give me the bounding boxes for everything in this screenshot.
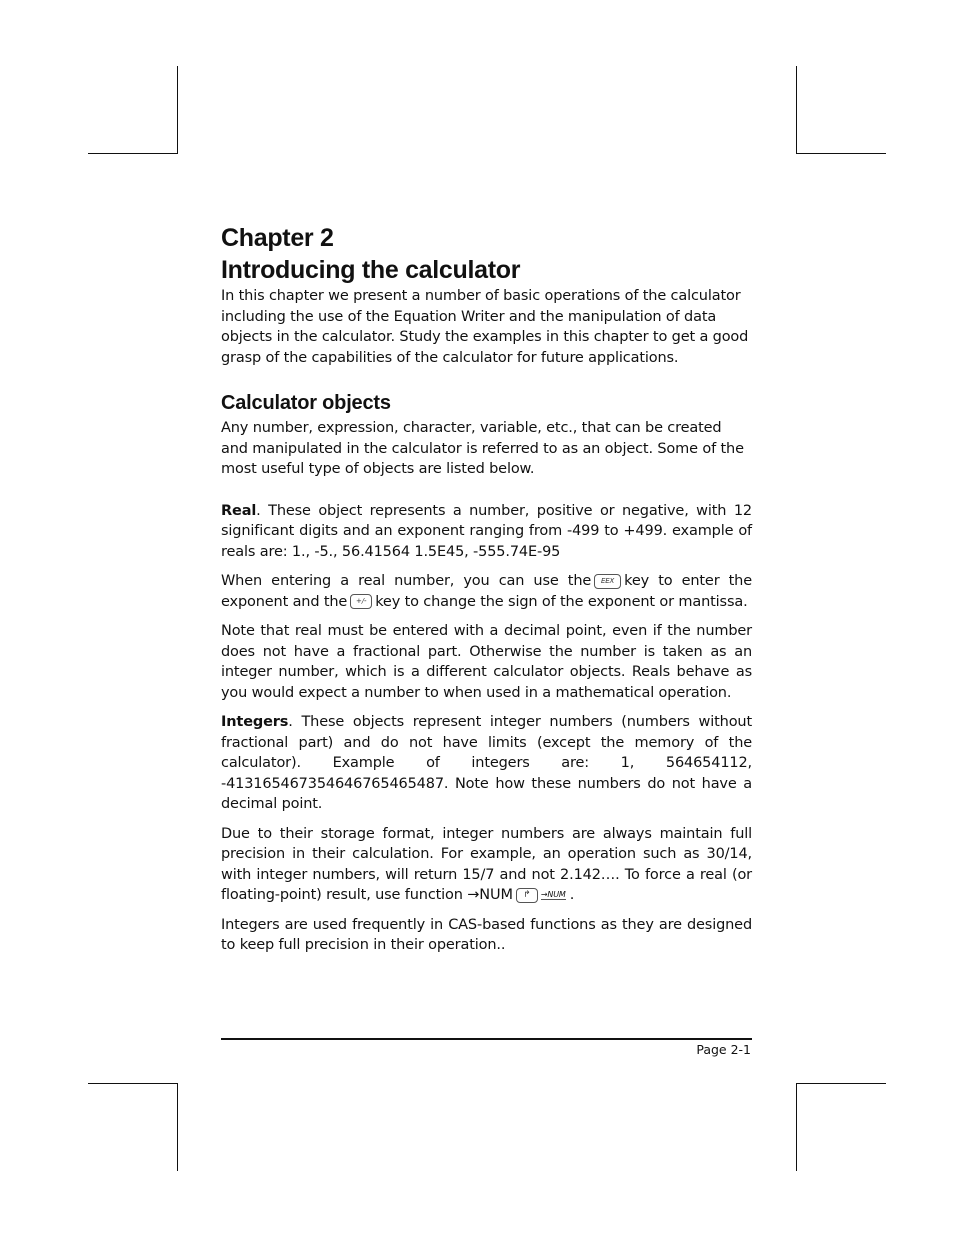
plus-minus-key-icon: +/- (350, 594, 372, 609)
crop-mark (88, 153, 178, 154)
crop-mark (177, 66, 178, 154)
real-definition (221, 501, 752, 563)
right-shift-key-icon: ↱ (516, 888, 538, 903)
integers-precision (221, 824, 752, 906)
real-entry (221, 571, 752, 612)
real-entry-part1: When entering a real number, you can use the (221, 573, 592, 589)
chapter-intro: In this chapter we present a number of basic operations of the calculator including the use of the Equation Writer and the manipulation of data objects in the calculator. Study the examples in this chapter to get a good grasp of the capabilities of the calculator for future applications. (221, 288, 749, 366)
crop-mark (796, 1083, 886, 1084)
integers-precision-end: . (569, 887, 575, 903)
real-term: Real (221, 502, 257, 519)
page-number: Page 2-1 (696, 1042, 751, 1057)
eex-key-icon: EEX (594, 574, 621, 589)
integers-definition (221, 712, 752, 815)
section-intro: Any number, expression, character, variable, etc., that can be created and manipulated in the calculator is referred to as an object. Some of the most useful type of objects are listed below. (221, 420, 744, 477)
num-function: →NUM (467, 887, 513, 903)
real-note: Note that real must be entered with a decimal point, even if the number does not have a fractional part. Otherwise the number is taken as an integer number, which is a different calculator objects. Reals behave as you would expect a number to when used in a mathematical operation. (221, 623, 752, 701)
integers-term: Integers (221, 714, 289, 730)
integers-cas: Integers are used frequently in CAS-based functions as they are designed to keep full precision in their operation.. (221, 916, 752, 953)
real-entry-part2: key to enter the exponent and the (221, 573, 752, 610)
chapter-heading (221, 222, 752, 286)
num-key-label-icon: →NUM (540, 890, 566, 899)
crop-mark (796, 153, 886, 154)
integers-precision-text: Due to their storage format, integer numbers are always maintain full precision in their calculation. For example, an operation such as 30/14, with integer numbers, will return 15/7 and not 2.142…. To force a real (or floating-point) result, use function (221, 825, 752, 903)
chapter-label: Chapter 2 (221, 224, 334, 252)
crop-mark (796, 66, 797, 154)
section-title: Calculator objects (221, 392, 391, 414)
crop-mark (88, 1083, 178, 1084)
integers-definition-text: . These objects represent integer numbers (numbers without fractional part) and do not have limits (except the memory of the calculator). Example of integers are: 1, 564654112, -413165467354646765465487. Note how these numbers do not have a decimal point. (221, 714, 752, 812)
real-definition-text: . These object represents a number, positive or negative, with 12 significant digits and an exponent ranging from -499 to +499. example of reals are: 1., -5., 56.41564 1.5E45, -555.74E-95 (221, 502, 752, 560)
chapter-title: Introducing the calculator (221, 256, 521, 284)
crop-mark (796, 1083, 797, 1171)
crop-mark (177, 1083, 178, 1171)
footer-rule (221, 1038, 752, 1040)
page-content (221, 222, 752, 965)
real-entry-part3: key to change the sign of the exponent or mantissa. (375, 593, 748, 610)
